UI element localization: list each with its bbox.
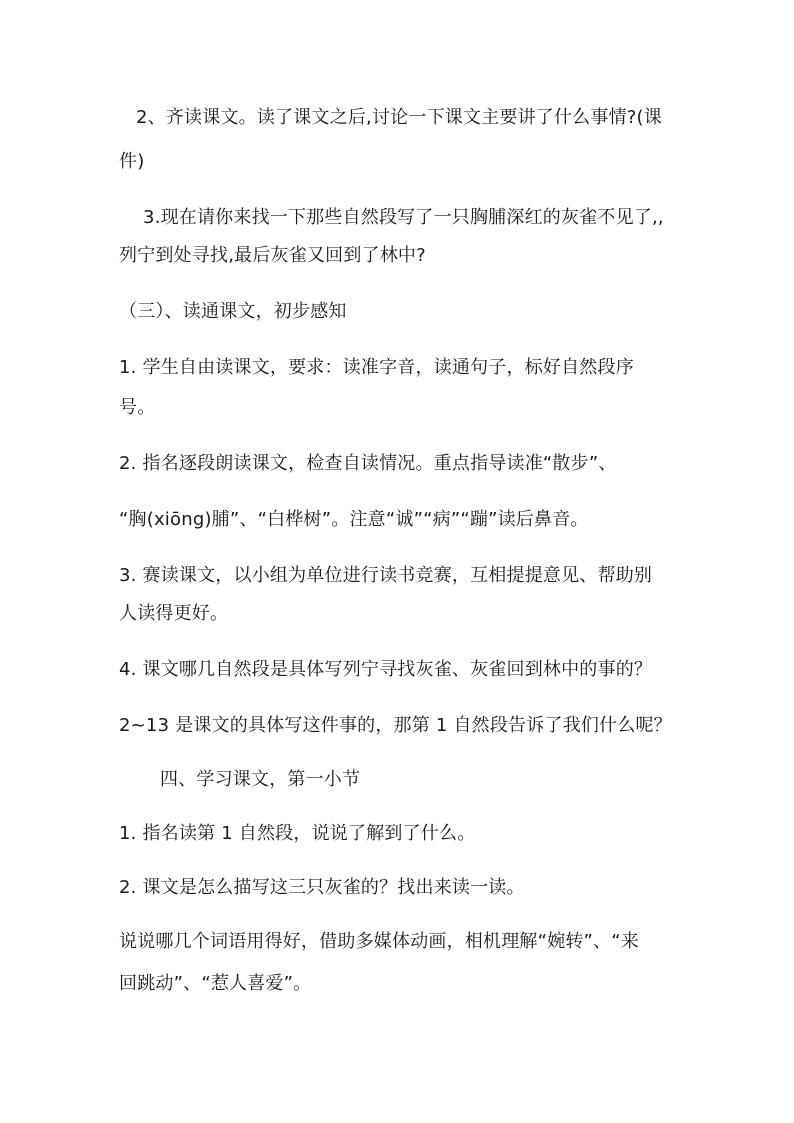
paragraph-line: 说说哪几个词语用得好，借助多媒体动画，相机理解“婉转”、“来 bbox=[119, 931, 639, 952]
section-heading: 四、学习课文，第一小节 bbox=[160, 769, 361, 790]
paragraph-line: 列宁到处寻找,最后灰雀又回到了林中? bbox=[119, 245, 426, 266]
paragraph-line: 件) bbox=[119, 151, 145, 172]
paragraph-line: 2. 课文是怎么描写这三只灰雀的？找出来读一读。 bbox=[119, 877, 525, 898]
paragraph-line: 2. 指名逐段朗读课文，检查自读情况。重点指导读准“散步”、 bbox=[119, 453, 617, 474]
paragraph-line: 2、齐读课文。读了课文之后,讨论一下课文主要讲了什么事情?(课 bbox=[136, 107, 662, 128]
paragraph-line: “胸(xiōng)脯”、“白桦树”。注意“诚”“病”“蹦”读后鼻音。 bbox=[119, 509, 589, 530]
paragraph-line: 2~13 是课文的具体写这件事的，那第 1 自然段告诉了我们什么呢？ bbox=[119, 715, 672, 736]
paragraph-line: 1. 指名读第 1 自然段，说说了解到了什么。 bbox=[119, 823, 476, 844]
paragraph-line: 1. 学生自由读课文，要求：读准字音，读通句子，标好自然段序 bbox=[119, 357, 634, 378]
paragraph-line: 3.现在请你来找一下那些自然段写了一只胸脯深红的灰雀不见了,, bbox=[143, 207, 664, 228]
paragraph-line: 回跳动”、“惹人喜爱”。 bbox=[119, 973, 312, 994]
paragraph-line: 号。 bbox=[119, 397, 156, 418]
section-heading: （三）、读通课文，初步感知 bbox=[119, 301, 347, 322]
paragraph-line: 3. 赛读课文，以小组为单位进行读书竞赛，互相提提意见、帮助别 bbox=[119, 565, 653, 586]
paragraph-line: 人读得更好。 bbox=[119, 603, 229, 624]
paragraph-line: 4. 课文哪几自然段是具体写列宁寻找灰雀、灰雀回到林中的事的？ bbox=[119, 659, 653, 680]
